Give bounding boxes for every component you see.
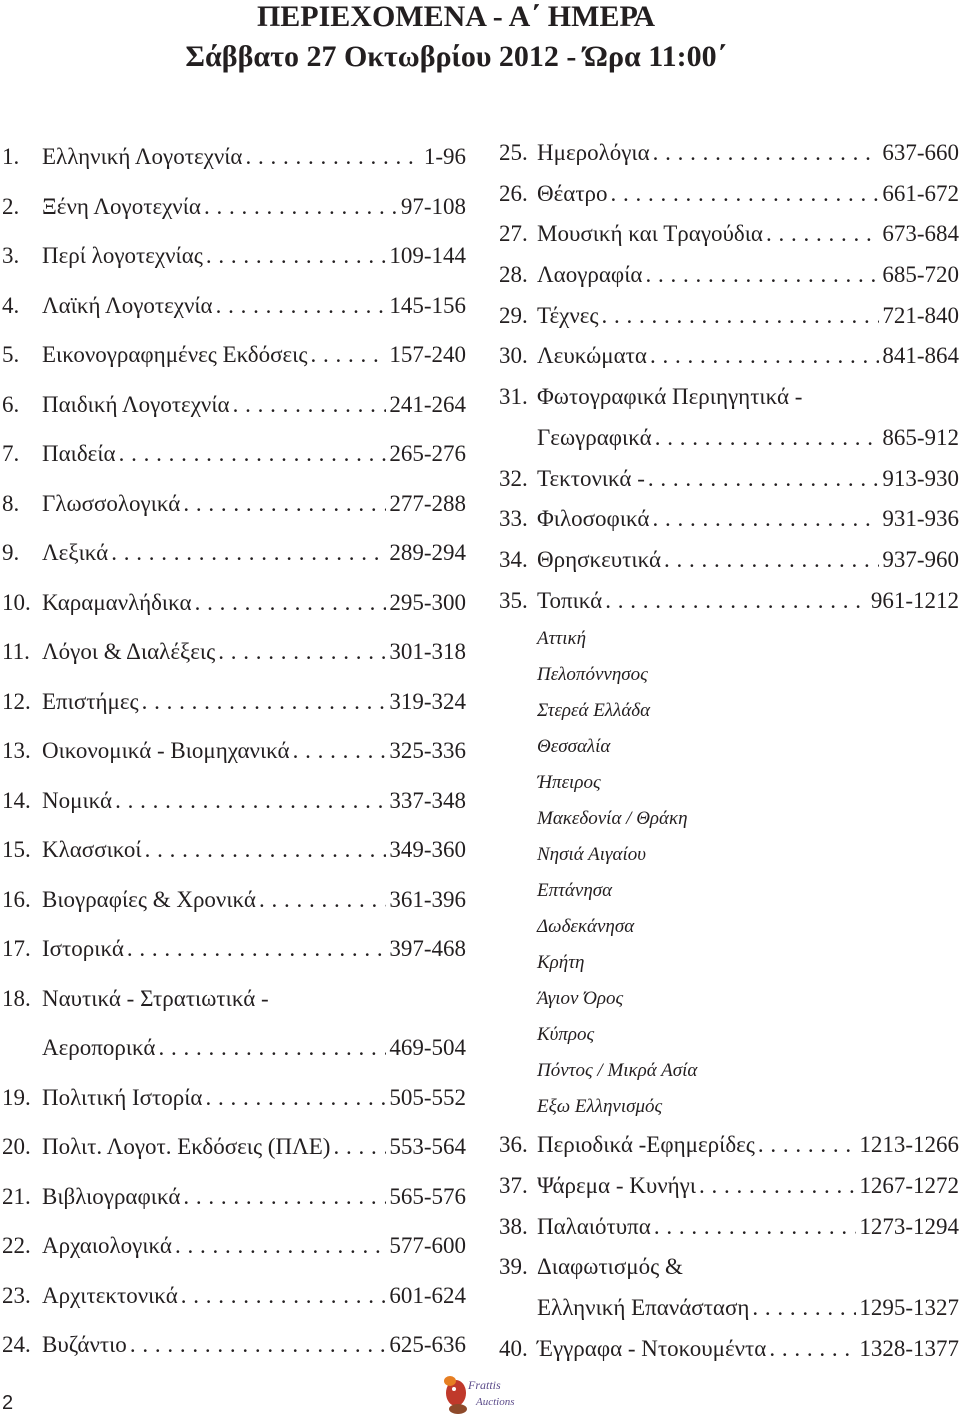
toc-entry-number: 25. [499, 140, 528, 165]
toc-entry-number: 1. [2, 144, 20, 169]
toc-entry [499, 336, 959, 377]
toc-entry [0, 1172, 466, 1222]
dot-leader [654, 1207, 856, 1248]
dot-leader [699, 1166, 856, 1207]
region-item: Δωδεκάνησα [537, 916, 635, 938]
toc-entry-pages: 1273-1294 [859, 1213, 959, 1239]
toc-entry-number: 37. [499, 1172, 528, 1198]
dot-leader [206, 231, 386, 281]
dot-leader [195, 578, 387, 628]
toc-entry-pages: 1213-1266 [859, 1132, 959, 1158]
toc-entry-number: 10. [2, 589, 31, 615]
toc-entry-label: Γεωγραφικά [537, 424, 652, 450]
dot-leader [145, 825, 387, 875]
toc-entry [0, 132, 466, 182]
toc-entry-label: Μουσική και Τραγούδια [537, 221, 763, 247]
toc-entry-number: 20. [2, 1134, 31, 1159]
dot-leader [183, 479, 386, 529]
toc-entry-number: 5. [2, 342, 20, 367]
toc-entry-label: Θέατρο [537, 180, 608, 206]
toc-entry-pages: 361-396 [389, 886, 466, 912]
toc-entry [0, 1221, 466, 1271]
dot-leader [310, 330, 386, 380]
toc-entry-pages: 289-294 [389, 540, 466, 565]
toc-entry-label: Αρχαιολογικά [42, 1233, 172, 1258]
toc-entry-number: 32. [499, 465, 528, 491]
toc-entry-pages: 625-636 [389, 1332, 466, 1357]
toc-entry [0, 627, 466, 677]
dot-leader [602, 296, 880, 337]
toc-entry-label: Θρησκευτικά [537, 546, 662, 572]
dot-leader [611, 174, 880, 215]
toc-entry [0, 1320, 466, 1370]
toc-entry [499, 296, 959, 337]
toc-entry [0, 182, 466, 232]
dot-leader [158, 1023, 386, 1073]
toc-entry [499, 581, 959, 622]
toc-entry-pages: 931-936 [882, 506, 959, 532]
toc-entry [0, 1271, 466, 1321]
toc-entry-number: 33. [499, 506, 528, 532]
dot-leader [259, 875, 386, 925]
toc-entry-pages: 865-912 [882, 424, 959, 450]
dot-leader [204, 182, 398, 232]
toc-entry [0, 380, 466, 430]
region-item: Πόντος / Μικρά Ασία [537, 1060, 698, 1082]
toc-entry [499, 418, 959, 459]
toc-entry-pages: 1295-1327 [859, 1295, 959, 1320]
toc-entry [0, 726, 466, 776]
toc-entry [0, 281, 466, 331]
toc-entry [499, 377, 959, 418]
toc-entry-label: Περιοδικά -Εφημερίδες [537, 1132, 755, 1158]
toc-entry [0, 231, 466, 281]
toc-entry-pages: 565-576 [389, 1183, 466, 1209]
toc-entry-label: Κλασσικοί [42, 837, 142, 862]
toc-entry-number: 7. [2, 441, 20, 466]
toc-entry-pages: 301-318 [389, 639, 466, 664]
toc-entry-label: Εικονογραφημένες Εκδόσεις [42, 342, 308, 367]
toc-entry-label: Ελληνική Λογοτεχνία [42, 144, 243, 169]
toc-entry-pages: 685-720 [882, 262, 959, 288]
toc-entry-number: 18. [2, 985, 31, 1011]
dot-leader [758, 1125, 856, 1166]
dot-leader [605, 581, 868, 622]
dot-leader [218, 627, 386, 677]
toc-entry-label: Ψάρεμα - Κυνήγι [537, 1172, 697, 1198]
toc-entry [499, 459, 959, 500]
toc-entry-label: Οικονομικά - Βιομηχανικά [42, 738, 290, 763]
page-subtitle: Σάββατο 27 Οκτωβρίου 2012 - Ώρα 11:00΄ [185, 40, 727, 73]
toc-entry-pages: 913-930 [882, 465, 959, 491]
toc-entry-pages: 961-1212 [870, 587, 959, 613]
toc-entry-pages: 721-840 [882, 302, 959, 328]
toc-entry-number: 38. [499, 1213, 528, 1239]
toc-entry-pages: 241-264 [389, 391, 466, 417]
region-item: Πελοπόννησος [537, 664, 648, 686]
toc-entry-pages: 661-672 [882, 180, 959, 206]
page-title: ΠΕΡΙΕΧΟΜΕΝΑ - Α΄ ΗΜΕΡΑ [256, 0, 656, 33]
toc-entry-label: Έγγραφα - Ντοκουμέντα [537, 1335, 767, 1361]
toc-entry [0, 1023, 466, 1073]
dot-leader [119, 429, 387, 479]
toc-entry [0, 578, 466, 628]
toc-entry-number: 40. [499, 1335, 528, 1361]
dot-leader [652, 499, 879, 540]
toc-entry-label: Ιστορικά [42, 936, 124, 961]
toc-left-column [0, 132, 466, 1370]
toc-entry-pages: 157-240 [389, 342, 466, 367]
toc-entry [0, 825, 466, 875]
dot-leader [650, 336, 879, 377]
dot-leader [142, 677, 387, 727]
toc-entry-label: Βιογραφίες & Χρονικά [42, 886, 256, 912]
toc-entry-pages: 505-552 [389, 1084, 466, 1110]
toc-entry [499, 174, 959, 215]
toc-entry-number: 11. [2, 639, 30, 664]
dot-leader [115, 776, 386, 826]
toc-entry [499, 1166, 959, 1207]
toc-entry-label: Παιδική Λογοτεχνία [42, 391, 230, 417]
dot-leader [655, 418, 880, 459]
region-item: Μακεδονία / Θράκη [537, 808, 688, 830]
toc-entry-label: Παλαιότυπα [537, 1213, 651, 1239]
toc-entry [499, 1125, 959, 1166]
toc-entry [499, 1329, 959, 1370]
toc-entry [499, 1207, 959, 1248]
toc-entry-label: Ελληνική Επανάσταση [537, 1295, 750, 1320]
toc-entry-pages: 469-504 [389, 1035, 466, 1060]
region-item: Στερεά Ελλάδα [537, 700, 651, 722]
toc-entry-label: Φωτογραφικά Περιηγητικά - [537, 384, 803, 410]
toc-entry-label: Βιβλιογραφικά [42, 1183, 181, 1209]
toc-entry-number: 15. [2, 837, 31, 862]
logo-text-2: Auctions [476, 1396, 515, 1408]
dot-leader [752, 1288, 856, 1329]
toc-entry-pages: 637-660 [882, 140, 959, 165]
toc-entry-number: 28. [499, 262, 528, 288]
toc-entry-number: 9. [2, 540, 20, 565]
toc-entry-label: Λευκώματα [537, 343, 647, 369]
dog-mascot-icon [444, 1376, 467, 1414]
toc-entry-pages: 97-108 [400, 193, 466, 219]
toc-entry [0, 875, 466, 925]
toc-entry-pages: 265-276 [389, 441, 466, 466]
toc-entry-label: Νομικά [42, 787, 113, 813]
toc-entry-number: 3. [2, 243, 20, 268]
toc-entry-number: 21. [2, 1183, 31, 1209]
toc-entry [0, 479, 466, 529]
region-item: Αττική [537, 628, 587, 650]
toc-entry-pages: 349-360 [389, 837, 466, 862]
region-item: Κρήτη [537, 952, 585, 974]
toc-entry-label: Τέχνες [537, 302, 599, 328]
toc-entry [0, 330, 466, 380]
toc-entry-label: Βυζάντιο [42, 1332, 127, 1357]
toc-entry [499, 255, 959, 296]
dot-leader [175, 1221, 386, 1271]
toc-entry-number: 13. [2, 738, 31, 763]
toc-entry-pages: 337-348 [389, 787, 466, 813]
toc-entry [0, 1073, 466, 1123]
toc-entry-pages: 937-960 [882, 546, 959, 572]
frattis-auctions-logo [440, 1363, 532, 1423]
toc-entry-label: Περί λογοτεχνίας [42, 243, 203, 268]
toc-entry-number: 8. [2, 490, 20, 516]
dot-leader [216, 281, 387, 331]
page-number: 2 [2, 1392, 14, 1414]
toc-entry-number: 17. [2, 936, 31, 961]
toc-entry [499, 540, 959, 581]
toc-entry-pages: 1267-1272 [859, 1172, 959, 1198]
toc-entry-pages: 109-144 [389, 243, 466, 268]
region-item: Νησιά Αιγαίου [537, 844, 646, 866]
dot-leader [181, 1271, 387, 1321]
toc-entry-pages: 277-288 [389, 490, 466, 516]
dot-leader [664, 540, 879, 581]
toc-entry-pages: 319-324 [389, 688, 466, 714]
toc-entry-number: 2. [2, 193, 20, 219]
region-item: Εξω Ελληνισμός [537, 1096, 663, 1118]
toc-entry-pages: 841-864 [882, 343, 959, 369]
toc-entry [0, 974, 466, 1024]
toc-entry-number: 31. [499, 384, 528, 410]
toc-entry-label: Αεροπορικά [42, 1035, 156, 1060]
toc-entry-label: Επιστήμες [42, 688, 139, 714]
toc-entry [499, 499, 959, 540]
toc-entry [0, 776, 466, 826]
toc-entry-number: 23. [2, 1282, 31, 1308]
toc-entry-number: 30. [499, 343, 528, 369]
toc-entry-label: Ημερολόγια [537, 140, 650, 165]
toc-entry-label: Λαογραφία [537, 262, 643, 288]
toc-entry-pages: 673-684 [882, 221, 959, 247]
toc-entry-label: Φιλοσοφικά [537, 506, 650, 532]
toc-entry-number: 22. [2, 1233, 31, 1258]
toc-entry-number: 34. [499, 546, 528, 572]
toc-entry-number: 4. [2, 292, 20, 318]
region-item: Άγιον Όρος [537, 988, 624, 1010]
region-item: Κύπρος [537, 1024, 595, 1046]
dot-leader [183, 1172, 386, 1222]
dot-leader [245, 132, 420, 182]
toc-entry [499, 214, 959, 255]
toc-entry-number: 12. [2, 688, 31, 714]
toc-entry-label: Τοπικά [537, 587, 603, 613]
toc-entry-label: Λόγοι & Διαλέξεις [42, 639, 216, 664]
toc-entry-number: 39. [499, 1254, 528, 1280]
toc-entry-number: 26. [499, 180, 528, 206]
toc-entry-label: Λαϊκή Λογοτεχνία [42, 292, 213, 318]
toc-entry-number: 14. [2, 787, 31, 813]
dot-leader [333, 1122, 386, 1172]
toc-entry-pages: 295-300 [389, 589, 466, 615]
region-item: Θεσσαλία [537, 736, 611, 758]
toc-entry-label: Παιδεία [42, 441, 116, 466]
toc-entry-label: Ξένη Λογοτεχνία [42, 193, 201, 219]
toc-entry-pages: 577-600 [389, 1233, 466, 1258]
toc-entry [499, 1288, 959, 1329]
toc-entry-number: 6. [2, 391, 20, 417]
dot-leader [111, 528, 386, 578]
toc-entry-label: Αρχιτεκτονικά [42, 1282, 178, 1308]
region-item: Επτάνησα [537, 880, 613, 902]
dot-leader [648, 459, 879, 500]
toc-entry-number: 24. [2, 1332, 31, 1357]
toc-entry-number: 19. [2, 1084, 31, 1110]
toc-entry-label: Πολιτική Ιστορία [42, 1084, 203, 1110]
toc-entry-label: Καραμανλήδικα [42, 589, 192, 615]
dot-leader [766, 214, 879, 255]
toc-entry-pages: 325-336 [389, 738, 466, 763]
toc-entry-number: 36. [499, 1132, 528, 1158]
toc-entry-pages: 397-468 [389, 936, 466, 961]
toc-entry-number: 29. [499, 302, 528, 328]
toc-entry-number: 27. [499, 221, 528, 247]
dot-leader [233, 380, 387, 430]
dot-leader [130, 1320, 387, 1370]
toc-entry-label: Λεξικά [42, 540, 109, 565]
dot-leader [205, 1073, 386, 1123]
toc-entry-pages: 1-96 [423, 144, 466, 169]
toc-entry-pages: 145-156 [389, 292, 466, 318]
toc-entry-label: Διαφωτισμός & [537, 1254, 683, 1280]
region-item: Ήπειρος [537, 772, 601, 794]
toc-entry [499, 1247, 959, 1288]
toc-entry-pages: 553-564 [389, 1134, 466, 1159]
toc-entry [499, 133, 959, 174]
toc-entry [0, 429, 466, 479]
logo-text-1: Frattis [468, 1378, 501, 1392]
dot-leader [127, 924, 386, 974]
toc-entry-label: Ναυτικά - Στρατιωτικά - [42, 985, 269, 1011]
toc-entry [0, 924, 466, 974]
toc-entry-label: Γλωσσολογικά [42, 490, 181, 516]
dot-leader [645, 255, 879, 296]
toc-entry [0, 528, 466, 578]
toc-entry [0, 1122, 466, 1172]
toc-entry-pages: 601-624 [389, 1282, 466, 1308]
dot-leader [293, 726, 387, 776]
toc-entry-number: 16. [2, 886, 31, 912]
toc-right-column [499, 133, 959, 1369]
dot-leader [653, 133, 880, 174]
toc-entry-label: Πολιτ. Λογοτ. Εκδόσεις (ΠΛΕ) [42, 1134, 331, 1159]
toc-entry [0, 677, 466, 727]
toc-entry-number: 35. [499, 587, 528, 613]
toc-entry-label: Τεκτονικά - [537, 465, 645, 491]
dot-leader [769, 1329, 856, 1370]
toc-entry-pages: 1328-1377 [859, 1335, 959, 1361]
